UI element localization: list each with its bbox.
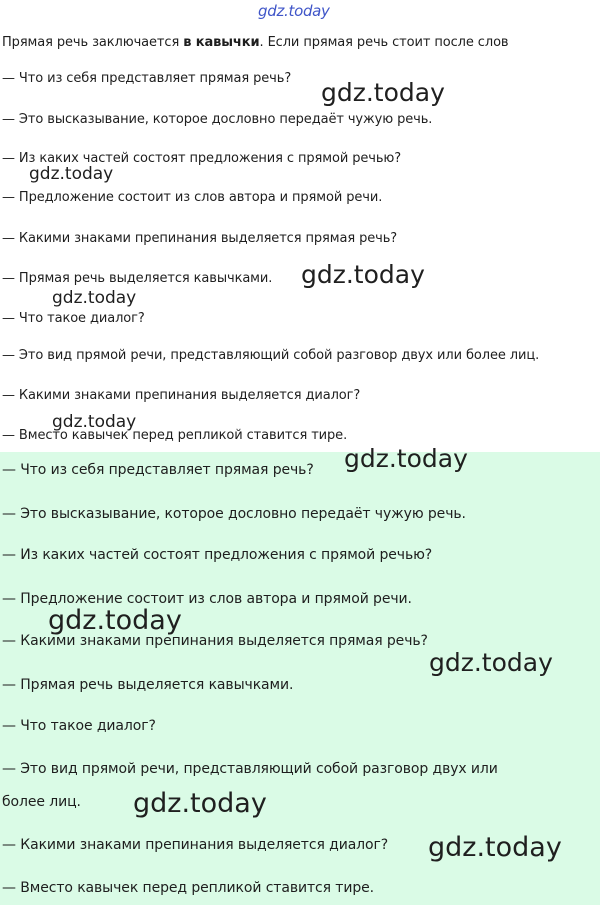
top-line-5: — Какими знаками препинания выделяется прямая речь? (2, 231, 398, 246)
watermark-3: gdz.today (301, 260, 425, 289)
top-text-panel (0, 0, 600, 452)
intro-line (2, 35, 508, 51)
bottom-line-6: — Прямая речь выделяется кавычками. (2, 677, 294, 693)
top-line-9: — Какими знаками препинания выделяется диалог? (2, 388, 361, 403)
bottom-line-5: — Какими знаками препинания выделяется прямая речь? (2, 633, 428, 649)
intro-text-start: Прямая речь заключается (2, 35, 184, 50)
header-watermark: gdz.today (258, 2, 330, 20)
top-line-2: — Это высказывание, которое дословно передаёт чужую речь. (2, 112, 433, 127)
watermark-1: gdz.today (321, 78, 445, 107)
bottom-line-11: — Вместо кавычек перед репликой ставится тире. (2, 880, 375, 896)
intro-text-end: . Если прямая речь стоит после слов (259, 35, 509, 50)
watermark-9: gdz.today (133, 788, 267, 819)
watermark-7: gdz.today (48, 605, 182, 636)
bottom-line-8: — Это вид прямой речи, представляющий собой разговор двух или (2, 761, 498, 777)
bottom-line-10: — Какими знаками препинания выделяется диалог? (2, 837, 389, 853)
bottom-line-1: — Что из себя представляет прямая речь? (2, 462, 314, 478)
intro-bold-text: в кавычки (183, 35, 260, 50)
top-line-10: — Вместо кавычек перед репликой ставится тире. (2, 428, 348, 443)
bottom-line-2: — Это высказывание, которое дословно передаёт чужую речь. (2, 506, 466, 522)
bottom-line-3: — Из каких частей состоят предложения с прямой речью? (2, 547, 433, 563)
top-line-6: — Прямая речь выделяется кавычками. (2, 271, 273, 286)
bottom-line-7: — Что такое диалог? (2, 718, 156, 734)
watermark-5: gdz.today (52, 412, 137, 432)
top-line-3: — Из каких частей состоят предложения с прямой речью? (2, 151, 402, 166)
top-line-4: — Предложение состоит из слов автора и прямой речи. (2, 190, 383, 205)
watermark-6: gdz.today (344, 444, 468, 473)
bottom-line-4: — Предложение состоит из слов автора и прямой речи. (2, 591, 412, 607)
watermark-8: gdz.today (429, 648, 553, 677)
top-line-8: — Это вид прямой речи, представляющий собой разговор двух или более лиц. (2, 348, 540, 363)
bottom-line-9: более лиц. (2, 794, 81, 810)
watermark-4: gdz.today (52, 288, 137, 308)
watermark-2: gdz.today (29, 164, 114, 184)
top-line-1: — Что из себя представляет прямая речь? (2, 71, 292, 86)
top-line-7: — Что такое диалог? (2, 311, 145, 326)
watermark-10: gdz.today (428, 832, 562, 863)
